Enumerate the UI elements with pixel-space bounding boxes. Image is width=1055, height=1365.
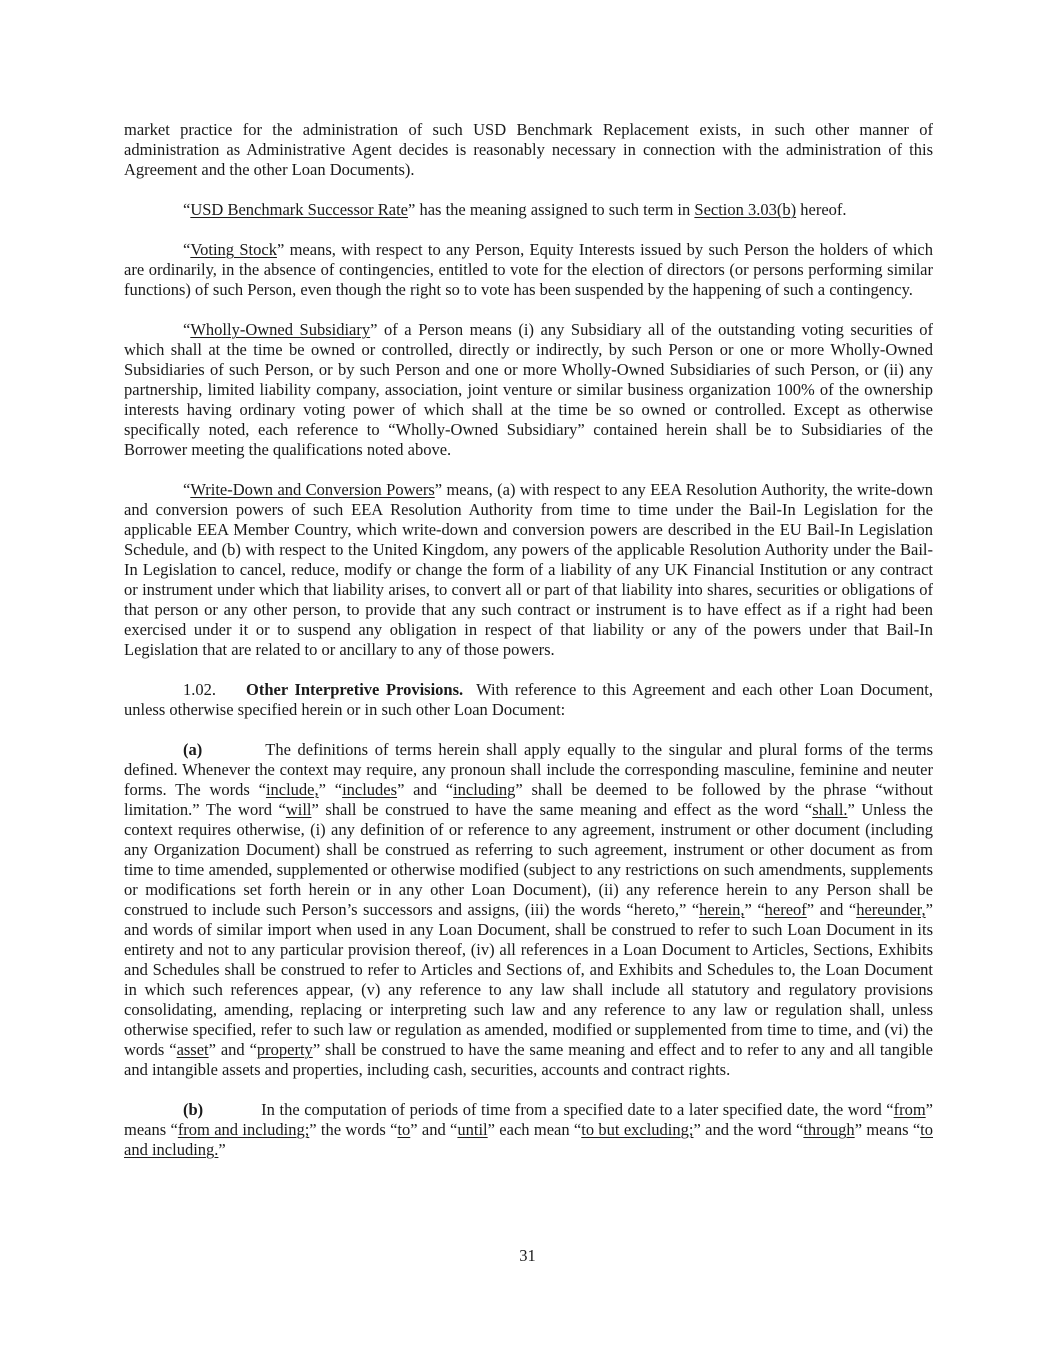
text-run: ” shall be deemed to be followed by the phrase “without limitation.” The word “: [124, 780, 933, 819]
bold-text: Other Interpretive Provisions.: [246, 680, 464, 699]
underlined-term: Wholly-Owned Subsidiary: [190, 320, 371, 339]
text-run: The definitions of terms herein shall apply equally to the singular and plural forms of the terms defined. Whenever the context may require, any pronoun shall include the corresponding masculine, feminine and neuter forms. The words “: [124, 740, 933, 799]
text-run: ” means, (a) with respect to any EEA Resolution Authority, the write-down and conversion powers of such EEA Resolution Authority from time to time under the Bail-In Legislation for the applicable EEA Member Country, which write-down and conversion powers are described in the EU Bail-In Legislation Schedule, and (b) with respect to the United Kingdom, any powers of the applicable Resolution Authority under the Bail-In Legislation to cancel, reduce, modify or change the form of a liability of any UK Financial Institution or any contract or instrument under which that liability arises, to convert all or part of that liability into shares, securities or obligations of that person or any other person, to provide that any such contract or instrument is to have effect as if a right had been exercised under it or to suspend any obligation in respect of that liability or any of the powers under that Bail-In Legislation that are related to or ancillary to any of those powers.: [124, 480, 933, 659]
text-run: ” Unless the context requires otherwise, (i) any definition of or reference to any agreement, instrument or other document (including any Organization Document) shall be construed as referring to such agreement, instrument or other document as from time to time amended, supplemented or otherwise modified (subject to any restrictions on such amendments, supplements or modifications set forth herein or in any other Loan Document), (ii) any reference herein to any Person shall be construed to include such Person’s successors and assigns, (iii) the words “hereto,” “: [124, 800, 933, 919]
underlined-term: to and including.: [124, 1120, 933, 1159]
para-voting-stock: [124, 240, 933, 300]
tab-space: [216, 694, 246, 695]
text-run: ” and “: [410, 1120, 458, 1139]
text-run: In the computation of periods of time from a specified date to a later specified date, the word “: [261, 1100, 894, 1119]
para-benchmark-administration: [124, 120, 933, 180]
underlined-term: include,: [265, 780, 319, 799]
text-run: hereof.: [796, 200, 847, 219]
underlined-term: hereof: [764, 900, 807, 919]
text-run: “: [183, 320, 191, 339]
underlined-term: Section 3.03(b): [694, 200, 797, 219]
underlined-term: shall.: [812, 800, 848, 819]
para-clause-b: [124, 1100, 933, 1160]
underlined-term: will: [285, 800, 312, 819]
text-run: “: [183, 480, 191, 499]
para-usd-benchmark-successor-rate: [124, 200, 933, 220]
underlined-term: including: [453, 780, 516, 799]
text-run: 1.02.: [183, 680, 216, 699]
text-run: ” and “: [208, 1040, 257, 1059]
text-run: market practice for the administration of such USD Benchmark Replacement exists, in such other manner of administration as Administrative Agent decides is reasonably necessary in connection with the administration of this Agreement and the other Loan Documents).: [124, 120, 933, 179]
text-run: ” shall be construed to have the same meaning and effect as the word “: [311, 800, 813, 819]
text-run: ” means “: [124, 1100, 933, 1139]
underlined-term: until: [457, 1120, 488, 1139]
text-run: ” shall be construed to have the same meaning and effect and to refer to any and all tangible and intangible assets and properties, including cash, securities, accounts and contract rights.: [124, 1040, 933, 1079]
text-run: ” of a Person means (i) any Subsidiary all of the outstanding voting securities of which shall at the time be owned or controlled, directly or indirectly, by such Person or one or more Wholly-Owned Subsidiaries of such Person, or by such Person and one or more Wholly-Owned Subsidiaries of such Person, or (ii) any partnership, limited liability company, association, joint venture or similar business organization 100% of the ownership interests having ordinary voting power of which shall at the time be so owned or controlled. Except as otherwise specifically noted, each reference to “Wholly-Owned Subsidiary” contained herein shall be to Subsidiaries of the Borrower meeting the qualifications noted above.: [124, 320, 933, 459]
underlined-term: asset: [176, 1040, 209, 1059]
underlined-term: from and including;: [177, 1120, 310, 1139]
text-run: ” “: [318, 780, 343, 799]
text-run: ” the words “: [309, 1120, 398, 1139]
text-run: “: [183, 200, 191, 219]
text-run: With reference to this Agreement and each other Loan Document, unless otherwise specified herein or in such other Loan Document:: [124, 680, 933, 719]
text-run: ” has the meaning assigned to such term in: [408, 200, 695, 219]
underlined-term: includes: [342, 780, 398, 799]
underlined-term: USD Benchmark Successor Rate: [190, 200, 408, 219]
underlined-term: through: [803, 1120, 855, 1139]
text-run: ” means, with respect to any Person, Equity Interests issued by such Person the holders of which are ordinarily, in the absence of contingencies, entitled to vote for the election of directors (or persons performing similar functions) of such Person, even though the right so to vote has been suspended by the happening of such a contingency.: [124, 240, 933, 299]
page-number: 31: [519, 1246, 536, 1265]
underlined-term: Voting Stock: [190, 240, 277, 259]
tab-space: [202, 754, 265, 755]
underlined-term: herein,: [699, 900, 745, 919]
text-run: ” “: [744, 900, 765, 919]
tab-space: [203, 1114, 261, 1115]
text-run: “: [183, 240, 191, 259]
bold-text: (a): [183, 740, 203, 759]
text-run: ” and words of similar import when used in any Loan Document, shall be construed to refer to such Loan Document in its entirety and not to any particular provision thereof, (iv) all references in a Loan Document to Articles, Sections, Exhibits and Schedules shall be construed to refer to Articles and Sections of, and Exhibits and Schedules to, the Loan Document in which such references appear, (v) any reference to any law shall include all statutory and regulatory provisions consolidating, amending, replacing or interpreting such law and any reference to any law or regulation shall, unless otherwise specified, refer to such law or regulation as amended, modified or supplemented from time to time, and (vi) the words “: [124, 900, 933, 1059]
para-clause-a: [124, 740, 933, 1080]
underlined-term: property: [256, 1040, 313, 1059]
text-run: ” and “: [397, 780, 454, 799]
underlined-term: hereunder,: [856, 900, 926, 919]
text-run: ” each mean “: [487, 1120, 582, 1139]
text-run: ” and the word “: [693, 1120, 804, 1139]
text-run: ” and “: [806, 900, 857, 919]
bold-text: (b): [183, 1100, 204, 1119]
text-run: ” means “: [854, 1120, 921, 1139]
para-section-1-02: [124, 680, 933, 720]
underlined-term: to but excluding;: [581, 1120, 694, 1139]
underlined-term: Write-Down and Conversion Powers: [190, 480, 435, 499]
document-text: [124, 120, 933, 1180]
underlined-term: to: [397, 1120, 411, 1139]
text-run: ”: [218, 1140, 226, 1159]
para-wholly-owned-subsidiary: [124, 320, 933, 460]
underlined-term: from: [893, 1100, 926, 1119]
para-write-down-conversion-powers: [124, 480, 933, 660]
